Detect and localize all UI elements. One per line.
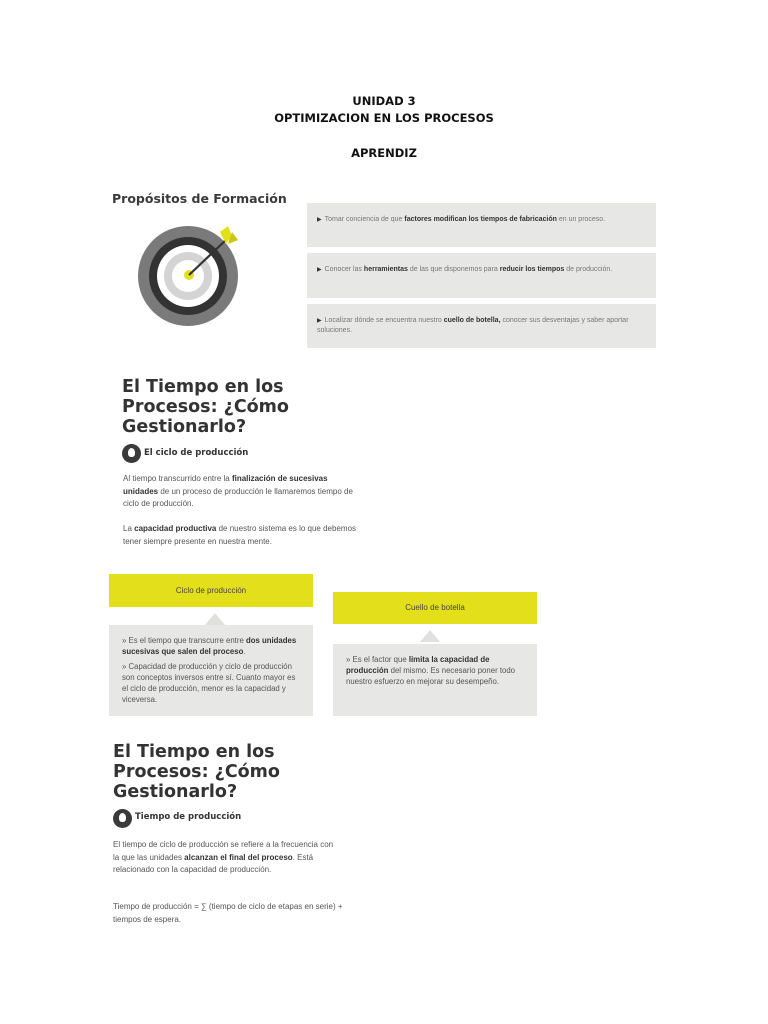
bottleneck-card-body: » Es el factor que limita la capacidad de producción del mismo. Es necesario poner todo nuestro esfuerzo en mejorar su desempeño. (333, 644, 537, 716)
lightbulb-icon (113, 809, 132, 828)
unit-heading: UNIDAD 3 (352, 94, 416, 108)
bullet-triangle-icon: ▶ (317, 318, 322, 324)
section-subtitle: El ciclo de producción (144, 448, 249, 458)
purposes-title: Propósitos de Formación (112, 191, 287, 206)
document-title: OPTIMIZACION EN LOS PROCESOS (274, 111, 494, 125)
cycle-card-body: » Es el tiempo que transcurre entre dos unidades sucesivas que salen del proceso. » Capacidad de producción y ciclo de producción son conceptos inversos entre sí. Cuanto mayor es el ciclo de producción, menor es la capacidad y viceversa. (109, 625, 313, 716)
cycle-card-header: Ciclo de producción (109, 574, 313, 607)
bullet-triangle-icon: ▶ (317, 267, 322, 273)
target-icon (136, 222, 242, 330)
lightbulb-icon (122, 444, 141, 463)
section-title: El Tiempo en los Procesos: ¿Cómo Gestionarlo? (113, 742, 280, 802)
pointer-triangle (205, 613, 225, 625)
document-subtitle: APRENDIZ (351, 146, 417, 160)
purpose-item: ▶ Conocer las herramientas de las que disponemos para reducir los tiempos de producción. (307, 253, 656, 298)
section-title: El Tiempo en los Procesos: ¿Cómo Gestionarlo? (122, 377, 289, 437)
section-subtitle: Tiempo de producción (135, 812, 242, 822)
purpose-item: ▶ Localizar dónde se encuentra nuestro cuello de botella, conocer sus desventajas y saber aportar soluciones. (307, 304, 656, 348)
paragraph: Al tiempo transcurrido entre la finalización de sucesivas unidades de un proceso de producción le llamaremos tiempo de ciclo de producción. (123, 474, 353, 508)
paragraph: El tiempo de ciclo de producción se refiere a la frecuencia con la que las unidades alcanzan el final del proceso. Está relacionado con la capacidad de producción. (113, 840, 334, 874)
purpose-item: ▶ Tomar conciencia de que factores modifican los tiempos de fabricación en un proceso. (307, 203, 656, 247)
paragraph: La capacidad productiva de nuestro sistema es lo que debemos tener siempre presente en nuestra mente. (123, 524, 357, 546)
bottleneck-card-header: Cuello de botella (333, 592, 537, 624)
bullet-triangle-icon: ▶ (317, 217, 322, 223)
pointer-triangle (420, 630, 440, 642)
formula-paragraph: Tiempo de producción = ∑ (tiempo de ciclo de etapas en serie) + tiempos de espera. (113, 902, 343, 924)
